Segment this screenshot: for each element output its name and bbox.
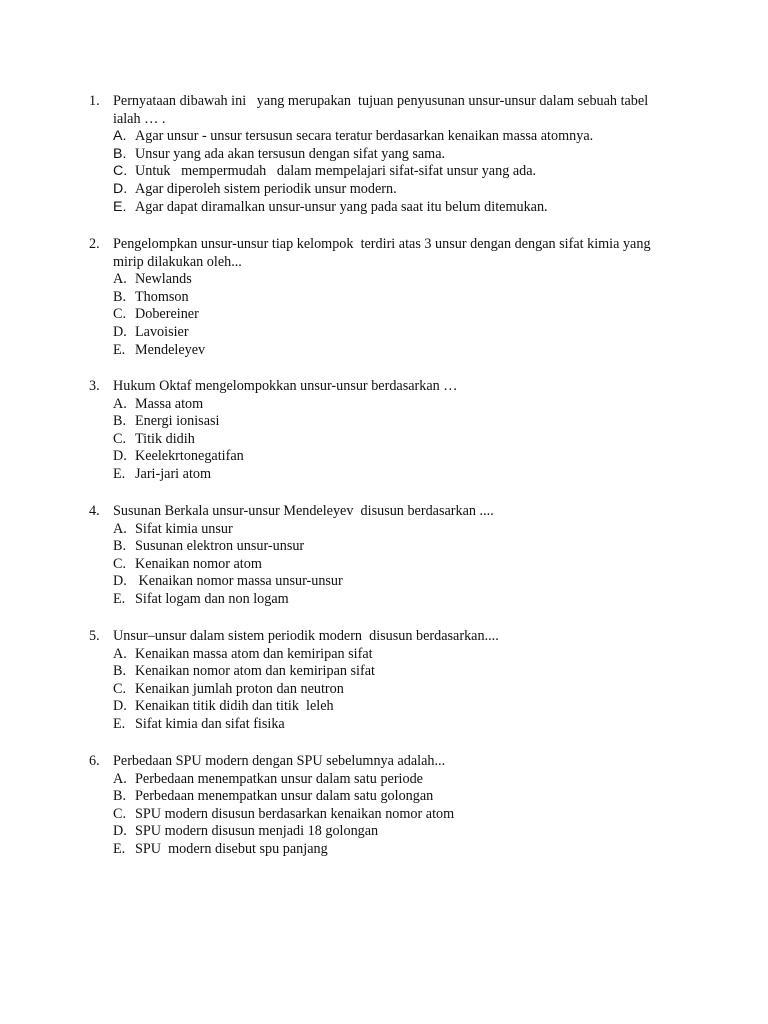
option-e xyxy=(113,199,669,217)
option-text: Newlands xyxy=(135,271,192,288)
option-text: Perbedaan menempatkan unsur dalam satu golongan xyxy=(135,788,434,805)
option-d xyxy=(113,181,669,199)
option-text: Kenaikan titik didih dan titik leleh xyxy=(135,698,334,715)
question-stem xyxy=(89,378,669,396)
option-list xyxy=(113,646,669,734)
option-text: Sifat kimia dan sifat fisika xyxy=(135,715,285,732)
option-c xyxy=(113,431,669,449)
option-a xyxy=(113,521,669,539)
option-letter: D. xyxy=(113,573,127,590)
option-text: SPU modern disebut spu panjang xyxy=(135,840,328,857)
option-letter: C. xyxy=(113,680,127,697)
option-text: Massa atom xyxy=(135,395,204,412)
option-list xyxy=(113,128,669,216)
question-number: 4. xyxy=(89,503,100,519)
question-number: 2. xyxy=(89,236,100,252)
question-text: Susunan Berkala unsur-unsur Mendeleyev disusun berdasarkan .... xyxy=(113,503,494,519)
option-text: Agar dapat diramalkan unsur-unsur yang pada saat itu belum ditemukan. xyxy=(135,198,548,215)
question-stem xyxy=(89,628,669,646)
option-text: Dobereiner xyxy=(135,306,199,323)
question-3 xyxy=(89,378,669,484)
option-text: Perbedaan menempatkan unsur dalam satu periode xyxy=(135,770,423,787)
option-letter: C. xyxy=(113,163,128,180)
option-list xyxy=(113,271,669,359)
question-number: 5. xyxy=(89,628,100,644)
option-c xyxy=(113,806,669,824)
option-letter: C. xyxy=(113,555,127,572)
option-letter: B. xyxy=(113,145,127,162)
option-text: Thomson xyxy=(135,288,189,305)
option-text: Untuk mempermudah dalam mempelajari sifat-sifat unsur yang ada. xyxy=(135,163,537,180)
option-d xyxy=(113,324,669,342)
option-a xyxy=(113,396,669,414)
option-letter: A. xyxy=(113,128,127,145)
option-text: Agar unsur - unsur tersusun secara teratur berdasarkan kenaikan massa atomnya. xyxy=(135,128,594,145)
option-letter: E. xyxy=(113,198,127,215)
option-letter: E. xyxy=(113,715,126,732)
option-d xyxy=(113,448,669,466)
option-text: Susunan elektron unsur-unsur xyxy=(135,538,305,555)
option-b xyxy=(113,413,669,431)
option-text: Unsur yang ada akan tersusun dengan sifat yang sama. xyxy=(135,145,446,162)
option-letter: D. xyxy=(113,823,127,840)
option-list xyxy=(113,396,669,484)
option-letter: A. xyxy=(113,395,127,412)
option-text: Kenaikan jumlah proton dan neutron xyxy=(135,680,344,697)
option-letter: C. xyxy=(113,430,127,447)
option-letter: D. xyxy=(113,323,127,340)
option-letter: B. xyxy=(113,413,127,430)
question-number: 1. xyxy=(89,93,100,109)
option-letter: A. xyxy=(113,271,127,288)
question-number: 6. xyxy=(89,753,100,769)
question-stem xyxy=(89,753,669,771)
option-text: SPU modern disusun menjadi 18 golongan xyxy=(135,823,379,840)
option-text: Jari-jari atom xyxy=(135,465,212,482)
option-e xyxy=(113,342,669,360)
question-stem xyxy=(89,93,669,128)
option-b xyxy=(113,538,669,556)
option-c xyxy=(113,681,669,699)
option-e xyxy=(113,591,669,609)
option-letter: B. xyxy=(113,288,127,305)
question-text: Unsur–unsur dalam sistem periodik modern disusun berdasarkan.... xyxy=(113,628,499,644)
question-6 xyxy=(89,753,669,859)
option-letter: B. xyxy=(113,538,127,555)
option-letter: C. xyxy=(113,306,127,323)
option-letter: A. xyxy=(113,770,127,787)
option-list xyxy=(113,771,669,859)
option-letter: E. xyxy=(113,465,126,482)
question-text: Hukum Oktaf mengelompokkan unsur-unsur berdasarkan … xyxy=(113,378,458,394)
option-b xyxy=(113,788,669,806)
option-b xyxy=(113,663,669,681)
option-letter: E. xyxy=(113,840,126,857)
option-e xyxy=(113,716,669,734)
question-2 xyxy=(89,236,669,359)
option-text: Kenaikan nomor atom dan kemiripan sifat xyxy=(135,663,375,680)
option-d xyxy=(113,573,669,591)
option-letter: D. xyxy=(113,448,127,465)
option-letter: D. xyxy=(113,180,128,197)
option-d xyxy=(113,698,669,716)
option-e xyxy=(113,841,669,859)
option-letter: A. xyxy=(113,520,127,537)
question-text: Pengelompkan unsur-unsur tiap kelompok terdiri atas 3 unsur dengan dengan sifat kimia yang mirip dilakukan oleh... xyxy=(113,236,655,270)
option-letter: E. xyxy=(113,590,126,607)
question-text: Pernyataan dibawah ini yang merupakan tujuan penyusunan unsur-unsur dalam sebuah tabel ialah … . xyxy=(113,93,652,127)
option-text: Agar diperoleh sistem periodik unsur modern. xyxy=(135,180,397,197)
option-text: Kenaikan nomor atom xyxy=(135,555,262,572)
option-letter: B. xyxy=(113,663,127,680)
option-text: Kenaikan nomor massa unsur-unsur xyxy=(135,573,343,590)
question-5 xyxy=(89,628,669,734)
option-text: Sifat logam dan non logam xyxy=(135,590,289,607)
option-text: Energi ionisasi xyxy=(135,413,220,430)
question-stem xyxy=(89,503,669,521)
option-a xyxy=(113,128,669,146)
option-list xyxy=(113,521,669,609)
option-a xyxy=(113,646,669,664)
option-c xyxy=(113,556,669,574)
option-letter: C. xyxy=(113,805,127,822)
option-letter: B. xyxy=(113,788,127,805)
question-stem xyxy=(89,236,669,271)
option-b xyxy=(113,289,669,307)
option-b xyxy=(113,146,669,164)
option-letter: A. xyxy=(113,645,127,662)
question-number: 3. xyxy=(89,378,100,394)
option-text: Mendeleyev xyxy=(135,341,206,358)
option-c xyxy=(113,163,669,181)
option-text: Sifat kimia unsur xyxy=(135,520,233,537)
option-text: SPU modern disusun berdasarkan kenaikan nomor atom xyxy=(135,805,455,822)
question-4 xyxy=(89,503,669,609)
option-text: Kenaikan massa atom dan kemiripan sifat xyxy=(135,645,373,662)
option-letter: D. xyxy=(113,698,127,715)
option-a xyxy=(113,271,669,289)
option-a xyxy=(113,771,669,789)
option-d xyxy=(113,823,669,841)
option-c xyxy=(113,306,669,324)
option-e xyxy=(113,466,669,484)
option-text: Lavoisier xyxy=(135,323,189,340)
option-letter: E. xyxy=(113,341,126,358)
question-text: Perbedaan SPU modern dengan SPU sebelumnya adalah... xyxy=(113,753,446,769)
option-text: Keelekrtonegatifan xyxy=(135,448,244,465)
option-text: Titik didih xyxy=(135,430,195,447)
question-1 xyxy=(89,93,669,216)
